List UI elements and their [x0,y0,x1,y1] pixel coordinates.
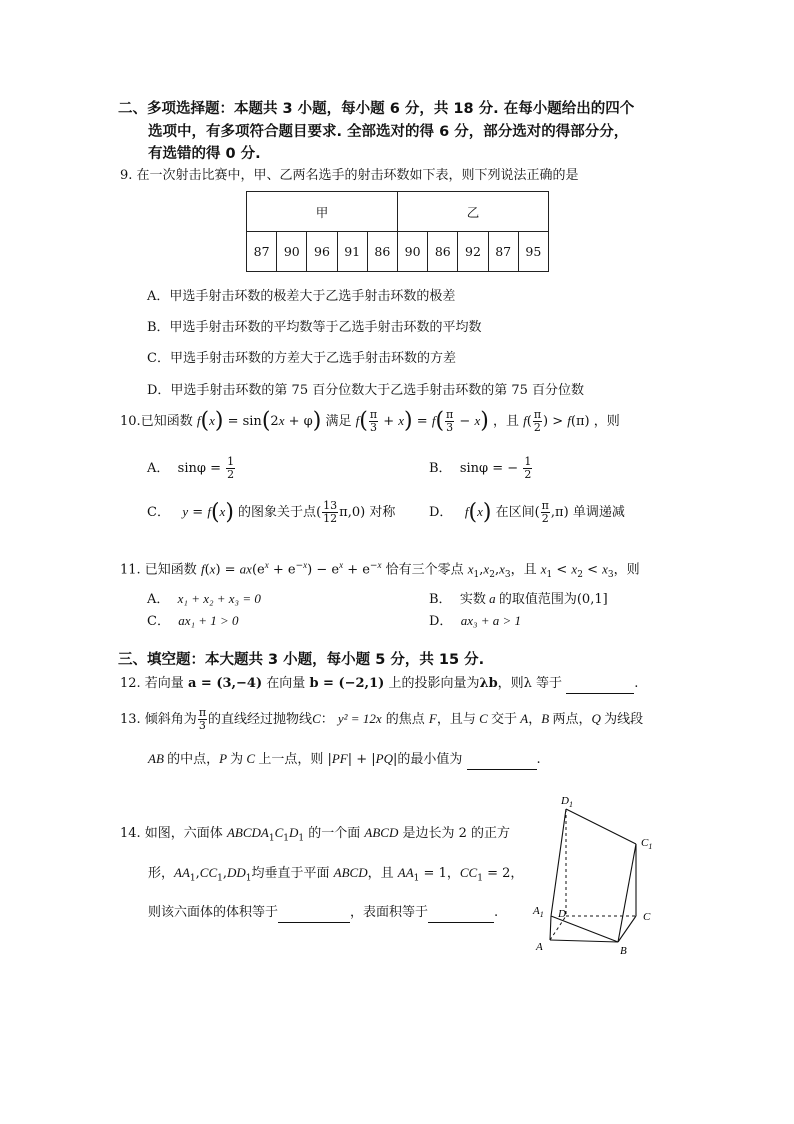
q10-stem: 10.已知函数 f(x) = sin(2x + φ) 满足 f( $\frac{\pi}{3}$ + x) = f( $\frac{\pi}{3}$ − x) ，且 f( $\frac{\pi}{2}$ ) > f(π) ，则 [120,408,620,434]
q11-option-b: B． 实数 a 的取值范围为(0,1] [429,591,608,607]
q13-answer-blank[interactable] [467,751,537,770]
q14-line3: 则该六面体的体积等于 ，表面积等于 . [148,904,498,923]
section2-title-line1: 二、多项选择题：本题共 3 小题，每小题 6 分，共 18 分. 在每小题给出的四个 [118,101,635,117]
table-cell: 90 [398,232,428,272]
q11-stem: 11. 已知函数 $f(x) = ax(e^x + e^{-x}) - e^x + e^{-x}$ 恰有三个零点 $x_1,x_2,x_3$，且 $x_1 < x_2 < x_3$，则 [120,560,640,580]
edge-a-a1 [550,916,551,940]
edge-a-b [550,940,618,942]
section3-title: 三、填空题：本大题共 3 小题，每小题 5 分，共 15 分. [118,652,485,668]
label-d: D [558,908,566,920]
q14-volume-blank[interactable] [278,904,350,923]
table-header-jia: 甲 [247,192,398,232]
section2-title-line2: 选项中，有多项符合题目要求. 全部选对的得 6 分，部分选对的得部分分， [148,124,629,140]
q9-option-a: A．甲选手射击环数的极差大于乙选手射击环数的极差 [147,289,456,304]
edge-c1-b [618,844,636,942]
q14-line1: 14. 如图，六面体 $ABCDA_1C_1D_1$ 的一个面 ABCD 是边长为 2 的正方 [120,825,511,844]
table-cell: 91 [337,232,367,272]
q9-option-c: C．甲选手射击环数的方差大于乙选手射击环数的方差 [147,351,456,366]
q13-line1: 13. 倾斜角为 $\frac{\pi}{3}$ 的直线经过抛物线C： y² = 12x 的焦点 F，且与 C 交于 A，B 两点，Q 为线段 [120,706,644,732]
table-cell: 87 [488,232,518,272]
q10-option-a: A． sinφ = $\frac{1}{2}$ [147,455,235,481]
label-a1: $A_1$ [533,905,544,919]
table-cell: 86 [428,232,458,272]
q14-area-blank[interactable] [428,904,494,923]
hexahedron-figure [528,790,668,960]
q12-stem: 12. 若向量 a = (3,−4) 在向量 b = (−2,1) 上的投影向量为λb，则λ 等于 . [120,675,638,694]
q9-option-b: B．甲选手射击环数的平均数等于乙选手射击环数的平均数 [147,320,482,335]
q11-option-a: A． x₁ + x₂ + x₃ = 0 [147,591,261,607]
q10-option-b: B． sinφ = − $\frac{1}{2}$ [429,455,532,481]
label-c: C [643,911,651,923]
q12-answer-blank[interactable] [566,675,634,694]
label-d1: $D_1$ [561,795,573,809]
table-header-yi: 乙 [398,192,549,232]
table-cell: 95 [518,232,548,272]
table-cell: 96 [307,232,337,272]
label-c1: $C_1$ [641,837,653,851]
q13-line2: AB 的中点，P 为 C 上一点，则 |PF| + |PQ|的最小值为 . [148,750,541,770]
q9-option-d: D．甲选手射击环数的第 75 百分位数大于乙选手射击环数的第 75 百分位数 [147,383,585,398]
table-cell: 90 [277,232,307,272]
section2-title-line3: 有选错的得 0 分. [148,146,261,162]
table-cell: 92 [458,232,488,272]
label-a: A [536,941,543,953]
q9-score-table [246,191,549,272]
label-b: B [620,945,627,957]
q11-option-c: C． ax₁ + 1 > 0 [147,613,239,629]
edge-d1-a1 [551,809,566,916]
table-cell: 86 [367,232,397,272]
q11-option-d: D． ax₃ + a > 1 [429,613,522,629]
q10-option-d: D． f(x) 在区间( $\frac{\pi}{2}$ ,π) 单调递减 [429,499,625,525]
table-cell: 87 [247,232,277,272]
q10-option-c: C． y = f(x) 的图象关于点( $\frac{13}{12}$ π,0) 对称 [147,499,396,525]
q9-stem: 9. 在一次射击比赛中，甲、乙两名选手的射击环数如下表，则下列说法正确的是 [120,168,579,183]
edge-d1-c1 [566,809,636,844]
q14-line2: 形，$AA_1,CC_1,DD_1$均垂直于平面 ABCD，且 $AA_1 = 1$，$CC_1 = 2$， [148,865,524,884]
